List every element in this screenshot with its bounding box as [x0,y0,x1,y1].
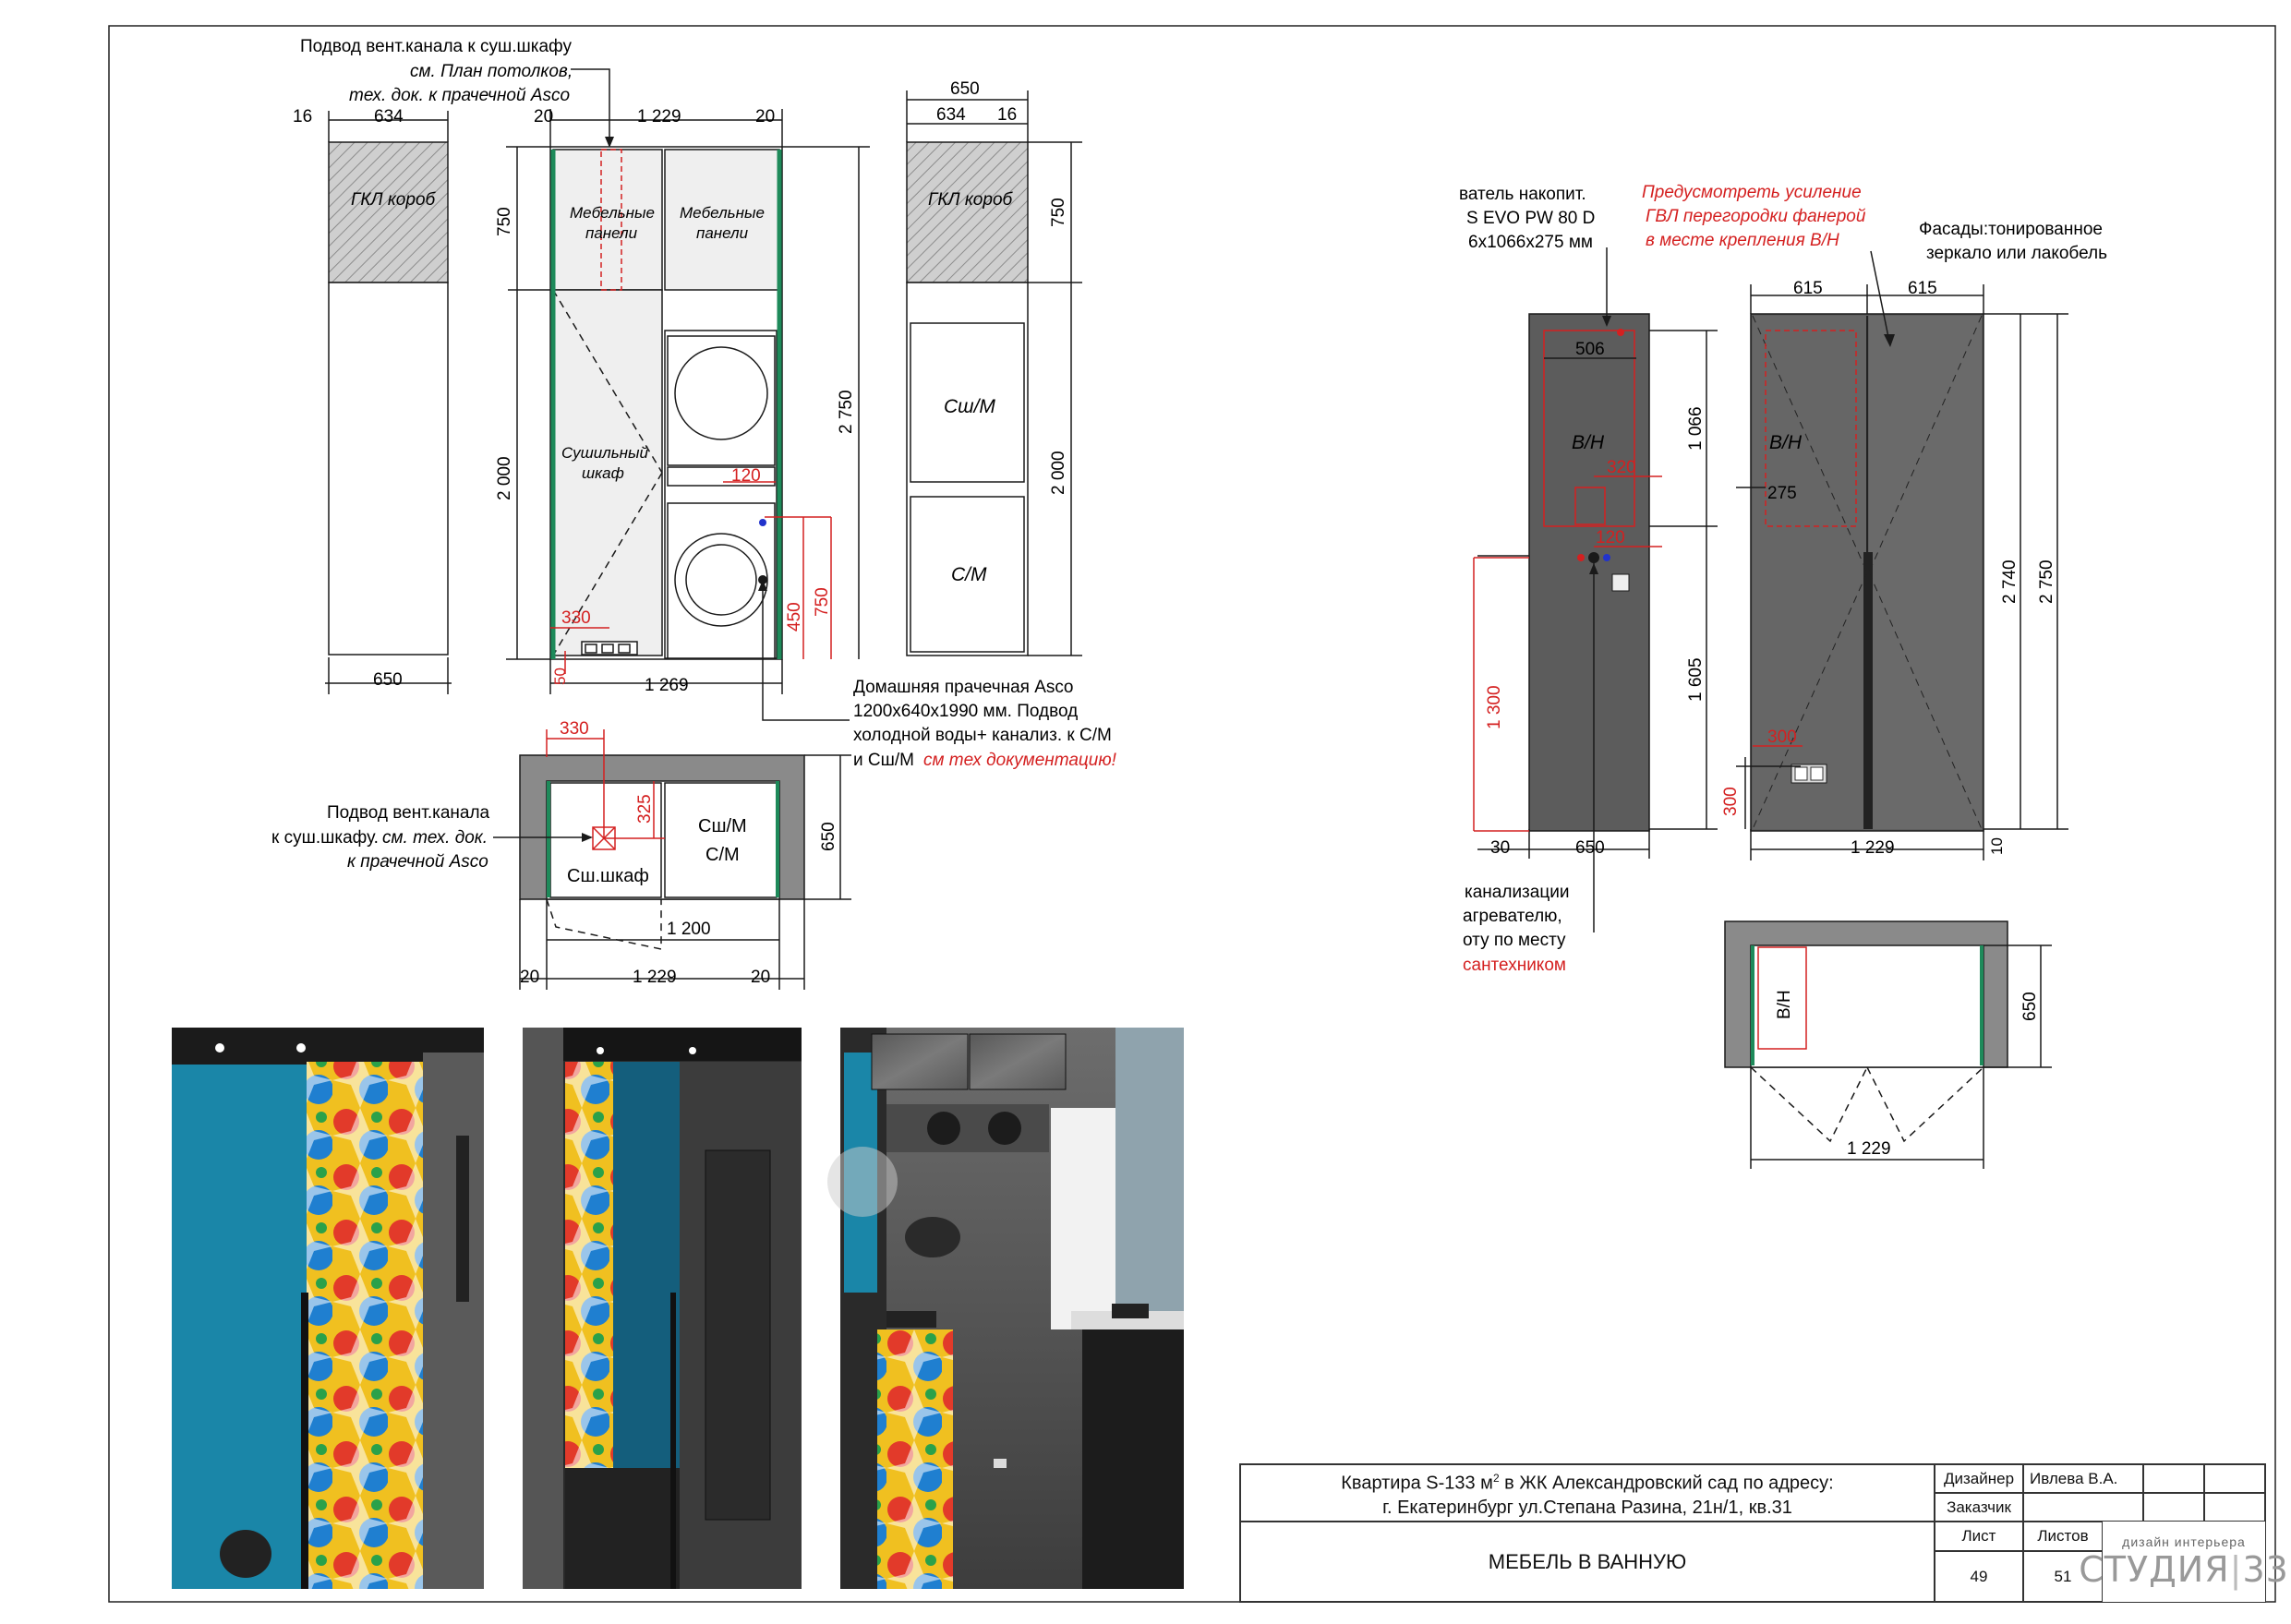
box-label: ГКЛ короб [928,190,1013,210]
vn-label: В/Н [1572,432,1605,453]
studio-wordmark: СТУДИЯ|33 [2079,1548,2289,1590]
vent-note-line: Подвод вент.канала к суш.шкафу [300,37,572,56]
vent-note-line: к прачечной Asco [347,852,488,872]
facade-note: Фасады:тонированное [1919,220,2103,239]
slot-label: С/М [951,564,987,585]
dim-text: 750 [495,207,514,236]
render-2 [523,1028,802,1589]
dim-text: 16 [293,107,313,126]
dim-text: 1 229 [1851,838,1895,858]
heater-note: ватель накопит. [1459,185,1586,204]
heater-note: 6x1066x275 мм [1468,233,1593,252]
dim-text: 1 066 [1686,406,1706,451]
dim-text: 1 229 [633,968,677,987]
render-1 [172,1028,484,1589]
dim-text: 634 [374,107,404,126]
heater-elevation [1529,314,1649,831]
vn-label: В/Н [1769,432,1803,453]
slot-label: Сш/М [944,396,995,417]
dim-text: 330 [560,719,589,739]
vent-note-line: тех. док. к прачечной Asco [349,86,571,105]
dim-text: 20 [534,107,554,126]
dim-text: 50 [551,668,569,685]
dim-text: 750 [813,587,832,617]
project-line-2: г. Екатеринбург ул.Степана Разина, 21н/1, кв.31 [1382,1497,1792,1518]
vn-label: В/Н [1775,990,1794,1019]
dim-text: 615 [1908,279,1937,298]
panel-label: панели [585,224,638,242]
laundry-note: холодной воды+ канализ. к С/М [853,726,1112,745]
designer-name: Ивлева В.А. [2023,1464,2143,1493]
panel-label: Мебельные [680,204,765,222]
vent-note-line: см. План потолков, [410,62,573,81]
dim-text: 650 [1575,838,1605,858]
dryer-label: Сушильный [561,444,648,462]
dim-text: 325 [635,794,655,824]
blank-cell [2023,1493,2143,1522]
side-elevation-right [907,90,1082,656]
project-cell [1240,1464,1935,1522]
laundry-note: Домашняя прачечная Asco [853,678,1074,697]
blank-cell [2204,1464,2265,1493]
dim-text: 506 [1575,340,1605,359]
title-block [1239,1463,2289,1603]
laundry-note: и Сш/М [853,751,914,770]
dim-text: 300 [1721,787,1741,816]
dim-text: 1 605 [1686,657,1706,702]
project-line-1: Квартира S-133 $м^2$ в ЖК Александровский сад по адресу: [1341,1472,1834,1494]
blank-cell [2143,1493,2204,1522]
facade-note: зеркало или лакобель [1926,244,2108,263]
facade-elevation [1751,314,1984,831]
dim-text: 1 229 [637,107,681,126]
laundry-note-red: см тех документацию! [923,751,1116,770]
sheet-label: Лист [1935,1522,2023,1551]
dryer-label: шкаф [582,464,624,482]
dim-text: 650 [819,822,838,851]
dim-text: 1 229 [1847,1139,1891,1159]
red-note: Предусмотреть усиление [1642,183,1862,202]
sewer-note: агревателю, [1463,907,1562,926]
vent-note-line: см. тех. док. [382,828,488,848]
sheets-label: Листов [2023,1522,2103,1551]
designer-label: Дизайнер [1935,1464,2023,1493]
dim-text: 2 000 [1049,451,1068,495]
dim-text: 20 [520,968,540,987]
dim-text: 120 [1596,528,1625,547]
dim-text: 650 [373,670,403,690]
sewer-note: канализации [1465,883,1570,902]
dim-text: 20 [755,107,776,126]
dim-text: 615 [1793,279,1823,298]
dim-text: 1 269 [645,676,689,695]
dim-text: 750 [1049,198,1068,227]
vent-note-line: к суш.шкафу. [271,828,379,848]
slot-label: Сш/М [698,816,747,836]
dim-text: 120 [731,466,761,486]
dryer-label: Сш.шкаф [567,866,649,886]
dim-text: 634 [936,105,966,125]
dim-text: 2 750 [837,390,856,434]
dim-text: 650 [2020,992,2040,1021]
laundry-note: 1200х640х1990 мм. Подвод [853,702,1079,721]
studio-logo [2079,1522,2289,1602]
render-3 [827,1028,1184,1589]
dim-text: 300 [1767,728,1797,747]
dim-text: 30 [1490,838,1511,858]
dim-text: 10 [1988,837,2006,855]
facade-plan [1725,921,2052,1169]
dim-text: 2 740 [2000,559,2020,604]
panel-label: Мебельные [570,204,655,222]
dim-text: 16 [997,105,1018,125]
studio-tagline: дизайн интерьера [2122,1534,2246,1549]
vent-note-line: Подвод вент.канала [327,803,490,823]
panel-label: панели [696,224,749,242]
client-label: Заказчик [1935,1493,2023,1522]
sheet-title: МЕБЕЛЬ В ВАННУЮ [1240,1522,1935,1602]
sheets-total: 51 [2023,1551,2103,1602]
sheet-number: 49 [1935,1551,2023,1602]
sewer-note: оту по месту [1463,931,1566,950]
dim-text: 20 [751,968,771,987]
dim-text: 275 [1767,484,1797,503]
dim-text: 330 [561,608,591,628]
dim-text: 1 200 [667,920,711,939]
blank-cell [2204,1493,2265,1522]
red-note: ГВЛ перегородки фанерой [1646,207,1866,226]
dim-text: 320 [1607,458,1636,477]
dim-text: 1 300 [1485,685,1504,729]
box-label: ГКЛ короб [351,190,436,210]
sewer-note-red: сантехником [1463,956,1566,975]
dim-text: 2 000 [495,456,514,500]
slot-label: С/М [705,845,740,865]
dim-text: 2 750 [2037,559,2056,604]
heater-note: S EVO PW 80 D [1466,209,1596,228]
dim-text: 450 [785,602,804,632]
dim-text: 650 [950,79,980,99]
blank-cell [2143,1464,2204,1493]
red-note: в месте крепления В/Н [1646,231,1839,250]
